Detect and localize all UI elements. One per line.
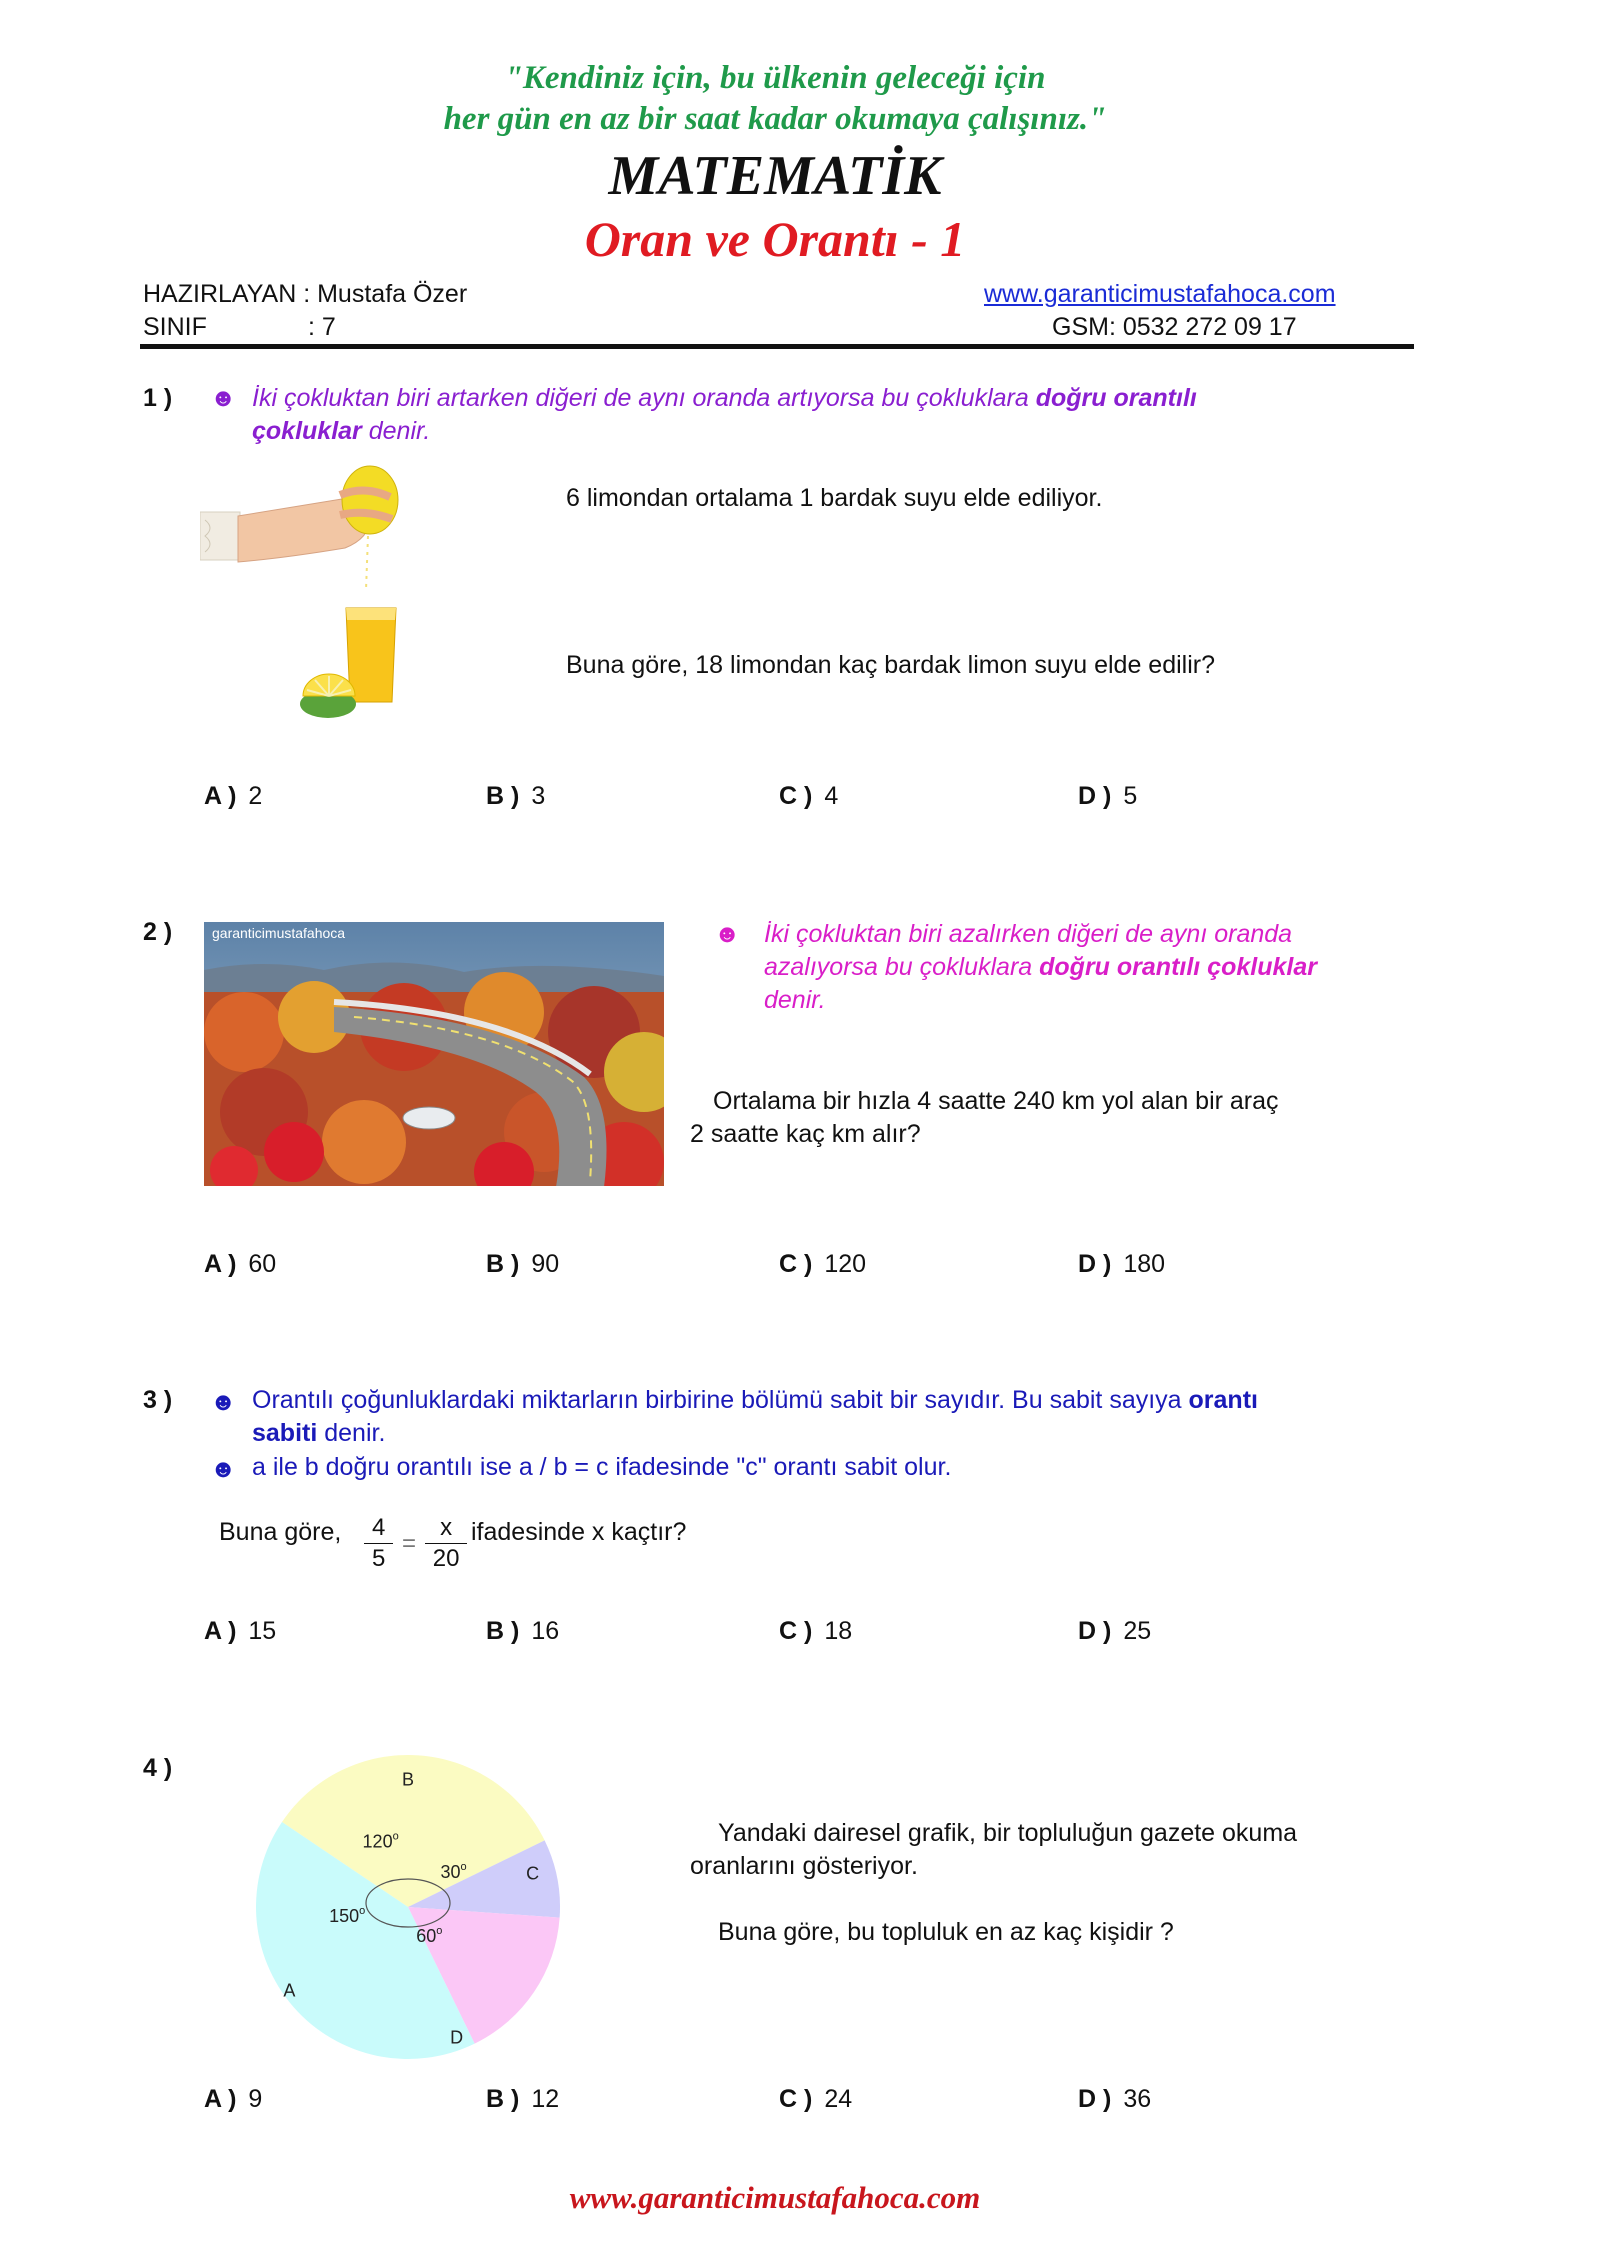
- smiley-bullet-icon: ☻: [210, 1455, 237, 1483]
- pie-category-label: D: [450, 2027, 464, 2048]
- pie-category-label: C: [526, 1863, 540, 1884]
- fraction-left: $\frac{4}{5}$: [364, 1513, 393, 1574]
- gsm-number: GSM: 0532 272 09 17: [1052, 313, 1297, 341]
- website-link[interactable]: www.garanticimustafahoca.com: [984, 280, 1336, 308]
- pie-value-label: 60$^o$: [416, 1924, 443, 1946]
- quote-line-1: "Kendiniz için, bu ülkenin geleceği için: [504, 60, 1046, 96]
- autumn-road-image: [204, 922, 664, 1186]
- q4-option-c[interactable]: C ) 24: [779, 2085, 853, 2113]
- question-1-line-1: 6 limondan ortalama 1 bardak suyu elde ediliyor.: [566, 484, 1103, 512]
- question-4-line-2: oranlarını gösteriyor.: [690, 1852, 918, 1880]
- question-2-line-2: 2 saatte kaç km alır?: [690, 1120, 921, 1148]
- q1-option-a[interactable]: A ) 2: [204, 782, 263, 810]
- q4-option-d[interactable]: D ) 36: [1078, 2085, 1152, 2113]
- image-watermark: garanticimustafahoca: [212, 925, 346, 941]
- fraction-right: $\frac{x}{20}$: [425, 1513, 468, 1574]
- proportion-equation: $\frac{4}{5}$ = $\frac{x}{20}$: [364, 1513, 467, 1574]
- page-subtitle: Oran ve Orantı - 1: [584, 211, 966, 267]
- question-3-prompt-pre: Buna göre,: [219, 1518, 342, 1546]
- q2-option-a[interactable]: A ) 60: [204, 1250, 277, 1278]
- question-4-line-3: Buna göre, bu topluluk en az kaç kişidir ?: [718, 1918, 1174, 1946]
- pie-category-label: A: [283, 1980, 296, 2001]
- question-3-definition-2: a ile b doğru orantılı ise a / b = c ifadesinde "c" orantı sabit olur.: [252, 1453, 952, 1481]
- quote-line-2: her gün en az bir saat kadar okumaya çalışınız.": [443, 101, 1107, 137]
- header-divider: [140, 344, 1414, 349]
- q2-option-b[interactable]: B ) 90: [486, 1250, 560, 1278]
- class-label: SINIF: [143, 313, 207, 341]
- footer-website: www.garanticimustafahoca.com: [569, 2180, 981, 2215]
- question-3-definition-1: Orantılı çoğunluklardaki miktarların birbirine bölümü sabit bir sayıdır. Bu sabit sayıya orantı sabiti denir.: [252, 1386, 1258, 1447]
- pie-category-label: B: [401, 1769, 415, 1790]
- question-1-line-2: Buna göre, 18 limondan kaç bardak limon suyu elde edilir?: [566, 651, 1215, 679]
- q2-option-c[interactable]: C ) 120: [779, 1250, 867, 1278]
- question-3-prompt-post: ifadesinde x kaçtır?: [471, 1518, 687, 1546]
- smiley-bullet-icon: ☻: [714, 920, 741, 948]
- q2-option-d[interactable]: D ) 180: [1078, 1250, 1166, 1278]
- q1-option-d[interactable]: D ) 5: [1078, 782, 1138, 810]
- q1-option-c[interactable]: C ) 4: [779, 782, 839, 810]
- q3-option-d[interactable]: D ) 25: [1078, 1617, 1152, 1645]
- question-4-line-1: Yandaki dairesel grafik, bir topluluğun gazete okuma: [718, 1819, 1298, 1847]
- smiley-bullet-icon: ☻: [210, 384, 237, 412]
- page-title: MATEMATİK: [608, 145, 942, 207]
- q3-option-c[interactable]: C ) 18: [779, 1617, 853, 1645]
- q4-option-b[interactable]: B ) 12: [486, 2085, 560, 2113]
- question-2-number: 2 ): [143, 918, 173, 946]
- pie-chart: [240, 1752, 580, 2062]
- question-3-number: 3 ): [143, 1386, 173, 1414]
- q1-option-b[interactable]: B ) 3: [486, 782, 546, 810]
- class-value: : 7: [308, 313, 336, 341]
- lemon-squeeze-image: [200, 460, 415, 595]
- smiley-bullet-icon: ☻: [210, 1388, 237, 1416]
- q3-option-b[interactable]: B ) 16: [486, 1617, 560, 1645]
- pie-value-label: 30$^o$: [440, 1861, 467, 1883]
- lemonade-glass-image: [298, 606, 408, 724]
- q3-option-a[interactable]: A ) 15: [204, 1617, 277, 1645]
- question-2-line-1: Ortalama bir hızla 4 saatte 240 km yol alan bir araç: [713, 1087, 1279, 1115]
- pie-value-label: 150$^o$: [329, 1905, 366, 1927]
- question-1-number: 1 ): [143, 384, 173, 412]
- pie-value-label: 120$^o$: [362, 1830, 399, 1852]
- prepared-by: HAZIRLAYAN : Mustafa Özer: [143, 280, 468, 308]
- question-1-definition: İki çokluktan biri artarken diğeri de aynı oranda artıyorsa bu çokluklara doğru orantılı çokluklar denir.: [252, 384, 1197, 445]
- question-4-number: 4 ): [143, 1754, 173, 1782]
- question-2-definition: İki çokluktan biri azalırken diğeri de aynı oranda azalıyorsa bu çokluklara doğru orantılı çokluklar denir.: [764, 920, 1317, 1014]
- q4-option-a[interactable]: A ) 9: [204, 2085, 263, 2113]
